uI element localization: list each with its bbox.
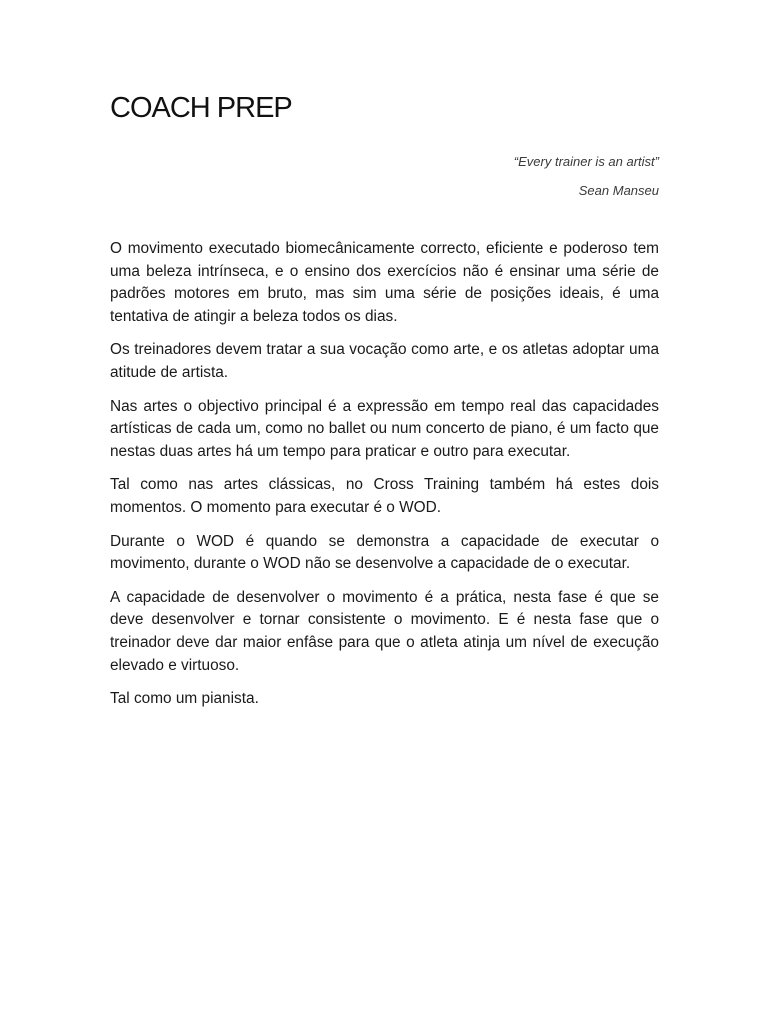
body-paragraph: Os treinadores devem tratar a sua vocação como arte, e os atletas adoptar uma atitude de artista. xyxy=(110,341,659,381)
body-paragraph: Nas artes o objectivo principal é a expressão em tempo real das capacidades artísticas de cada um, como no ballet ou num concerto de piano, é um facto que nestas duas artes há um tempo para praticar e outro para executar. xyxy=(110,397,659,460)
epigraph-quote: “Every trainer is an artist” xyxy=(513,154,659,169)
body-paragraph: Tal como um pianista. xyxy=(110,690,259,708)
body-paragraph: Durante o WOD é quando se demonstra a capacidade de executar o movimento, durante o WOD não se desenvolve a capacidade de o executar. xyxy=(110,532,659,573)
document-page xyxy=(110,0,659,1024)
body-paragraph: Tal como nas artes clássicas, no Cross Training também há estes dois momentos. O momento para executar é o WOD. xyxy=(110,476,659,516)
document-body xyxy=(110,238,659,722)
body-paragraph: A capacidade de desenvolver o movimento é a prática, nesta fase é que se deve desenvolver e tornar consistente o movimento. E é nesta fase que o treinador deve dar maior enfâse para que o atleta atinja um nível de execução elevado e virtuoso. xyxy=(110,588,659,674)
epigraph-author: Sean Manseu xyxy=(578,183,659,198)
epigraph xyxy=(514,152,659,201)
document-title: COACH PREP xyxy=(110,92,292,124)
body-paragraph: O movimento executado biomecânicamente correcto, eficiente e poderoso tem uma beleza intrínseca, e o ensino dos exercícios não é ensinar uma série de padrões motores em bruto, mas sim uma série de posições ideais, é uma tentativa de atingir a beleza todos os dias. xyxy=(110,240,659,325)
